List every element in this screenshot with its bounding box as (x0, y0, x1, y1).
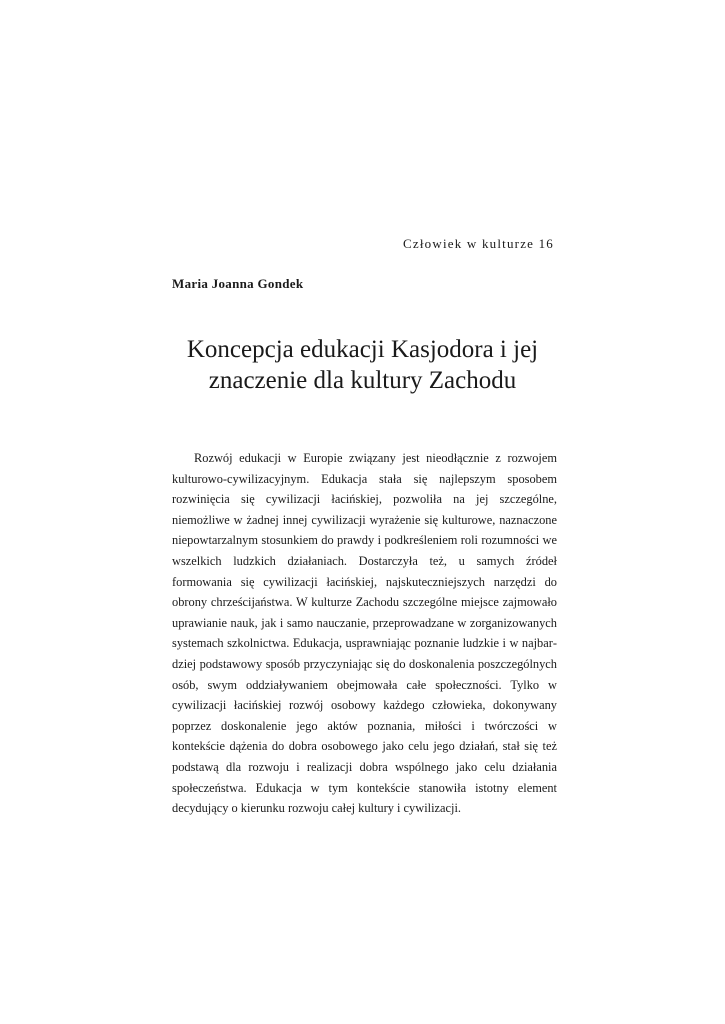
body-paragraph: Rozwój edukacji w Europie związany jest nieodłącznie z rozwojem kulturowo-cywilizacyjnym. Edukacja stała się najlepszym sposobem rozwinięcia się cywilizacji łacińskiej, pozwoliła na jej szczególne, niemożliwe w żadnej innej cywilizacji wyrażenie się kulturowe, naznaczone niepowtarzalnym stosunkiem do prawdy i podkreśleniem roli rozumności we wszelkich ludzkich działaniach. Dostarczyła też, u samych źródeł formowania się cywilizacji łacińskiej, najskuteczniejszych narzędzi do obrony chrześcijaństwa. W kulturze Zachodu szczególne miejsce zajmowało uprawianie nauk, jak i samo nauczanie, przeprowadzane w zorganizowanych systemach szkolnictwa. Edukacja, usprawniając poznanie ludzkie i w najbardziej podstawowy sposób przyczyniając się do doskonalenia poszczególnych osób, swym oddziaływaniem obejmowała całe społeczności. Tylko w cywilizacji łacińskiej rozwój osobowy każdego człowieka, dokonywany poprzez doskonalenie jego aktów poznania, miłości i twórczości w kontekście dążenia do dobra osobowego jako celu jego działań, stał się też podstawą dla rozwoju i realizacji dobra wspólnego jako celu działania społeczeństwa. Edukacja w tym kontekście stanowiła istotny element decydujący o kierunku rozwoju całej kultury i cywilizacji. (172, 451, 557, 816)
author-name: Maria Joanna Gondek (172, 276, 304, 291)
running-header: Człowiek w kulturze 16 (403, 236, 554, 251)
article-title: Koncepcja edukacji Kasjodora i jej znaczenie dla kultury Zachodu (186, 336, 539, 394)
